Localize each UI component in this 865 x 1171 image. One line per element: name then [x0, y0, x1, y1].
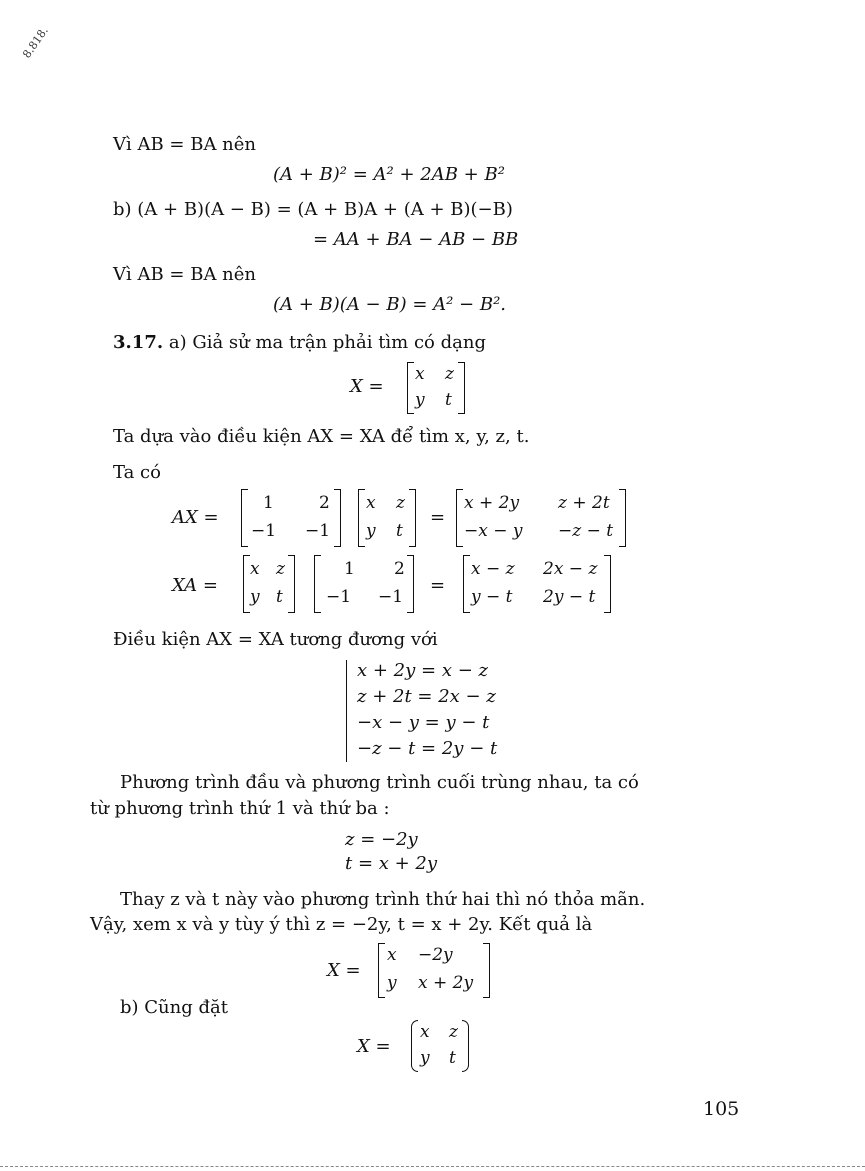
matrix-a [314, 555, 414, 613]
matrix-cell: x − z [471, 559, 515, 579]
bracket-left [456, 489, 463, 547]
equation-expand: = AA + BA − AB − BB [313, 229, 519, 250]
bracket-right [458, 362, 465, 414]
exercise-text: a) Giả sử ma trận phải tìm có dạng [168, 332, 486, 353]
text-line-2: Vì AB = BA nên [113, 264, 257, 285]
corner-mark: 8.818. [20, 24, 51, 61]
matrix-cell: y − t [471, 587, 513, 607]
matrix-cell: t [276, 587, 283, 607]
bracket-right [409, 489, 416, 547]
exercise-heading [113, 332, 486, 353]
matrix-cell: −z − t [558, 521, 614, 541]
matrix-cell: z [449, 1022, 458, 1042]
text-line-equivalent: Điều kiện AX = XA tương đương với [113, 629, 438, 650]
text-line-1: Vì AB = BA nên [113, 134, 257, 155]
matrix-cell: x [250, 559, 260, 579]
matrix-cell: y [366, 521, 376, 541]
matrix-cell: 2x − z [543, 559, 598, 579]
matrix-cell: y [415, 390, 425, 410]
text-line-paragraph-2: từ phương trình thứ 1 và thứ ba : [90, 798, 390, 819]
bracket-right [334, 489, 341, 547]
bracket-left [463, 555, 470, 613]
system-equation-4: −z − t = 2y − t [357, 738, 498, 759]
text-line-paragraph-1: Phương trình đầu và phương trình cuối trùng nhau, ta có [120, 772, 639, 793]
xa-lhs: XA = [172, 575, 218, 596]
equation-t: t = x + 2y [345, 853, 438, 874]
matrix-cell: x [420, 1022, 430, 1042]
result-lhs: X = [327, 960, 361, 981]
matrix-cell: z [445, 364, 454, 384]
paren-right [462, 1020, 469, 1072]
paren-left [411, 1020, 418, 1072]
matrix-ax [456, 489, 626, 547]
matrix-cell: y [250, 587, 260, 607]
matrix-x [358, 489, 416, 547]
matrix-cell: −1 [305, 521, 331, 541]
matrix-result [378, 943, 490, 998]
matrix-x [243, 555, 295, 613]
system-brace [346, 660, 347, 762]
bracket-right [619, 489, 626, 547]
text-line-part-b: b) Cũng đặt [120, 997, 228, 1018]
system-equation-1: x + 2y = x − z [357, 660, 488, 681]
matrix-cell: t [449, 1048, 456, 1068]
text-line-paragraph-3: Thay z và t này vào phương trình thứ hai thì nó thỏa mãn. [120, 889, 646, 910]
bracket-right [407, 555, 414, 613]
page-number: 105 [703, 1098, 740, 1120]
matrix-cell: x + 2y [464, 493, 520, 513]
x-lhs: X = [350, 376, 384, 397]
matrix-cell: t [445, 390, 452, 410]
bracket-right [483, 943, 490, 998]
matrix-xa [463, 555, 611, 613]
bracket-right [288, 555, 295, 613]
matrix-x-parens [411, 1020, 469, 1072]
matrix-cell: 2 [319, 493, 330, 513]
matrix-cell: t [396, 521, 403, 541]
matrix-cell: x + 2y [418, 973, 474, 993]
equation-difference: (A + B)(A − B) = A² − B². [273, 294, 507, 315]
bracket-left [378, 943, 385, 998]
equals-sign: = [430, 575, 446, 596]
bracket-left [243, 555, 250, 613]
equals-sign: = [430, 507, 446, 528]
x-lhs-parens: X = [357, 1036, 391, 1057]
equation-z: z = −2y [345, 829, 418, 850]
text-line-b: b) (A + B)(A − B) = (A + B)A + (A + B)(−B) [113, 199, 513, 220]
equation-square: (A + B)² = A² + 2AB + B² [273, 164, 505, 185]
text-line-condition: Ta dựa vào điều kiện AX = XA để tìm x, y, z, t. [113, 426, 530, 447]
matrix-cell: 1 [263, 493, 274, 513]
matrix-a [241, 489, 341, 547]
matrix-cell: x [366, 493, 376, 513]
bracket-right [604, 555, 611, 613]
matrix-cell: 2y − t [543, 587, 596, 607]
text-line-taco: Ta có [113, 462, 161, 483]
matrix-cell: z [276, 559, 285, 579]
exercise-label: 3.17. [113, 332, 164, 353]
matrix-cell: 1 [344, 559, 355, 579]
bracket-left [407, 362, 414, 414]
bracket-left [314, 555, 321, 613]
matrix-x [407, 362, 465, 414]
text-line-paragraph-4: Vậy, xem x và y tùy ý thì z = −2y, t = x + 2y. Kết quả là [90, 914, 593, 935]
system-equation-2: z + 2t = 2x − z [357, 686, 496, 707]
matrix-cell: −x − y [464, 521, 523, 541]
system-equation-3: −x − y = y − t [357, 712, 490, 733]
ax-lhs: AX = [172, 507, 219, 528]
page-bottom-divider [0, 1166, 865, 1167]
matrix-cell: x [415, 364, 425, 384]
matrix-cell: 2 [394, 559, 405, 579]
matrix-cell: −1 [251, 521, 277, 541]
matrix-cell: y [387, 973, 397, 993]
matrix-cell: z [396, 493, 405, 513]
matrix-cell: y [420, 1048, 430, 1068]
matrix-cell: −1 [378, 587, 404, 607]
matrix-cell: x [387, 945, 397, 965]
matrix-cell: z + 2t [558, 493, 610, 513]
bracket-left [358, 489, 365, 547]
matrix-cell: −1 [326, 587, 352, 607]
matrix-cell: −2y [418, 945, 453, 965]
bracket-left [241, 489, 248, 547]
